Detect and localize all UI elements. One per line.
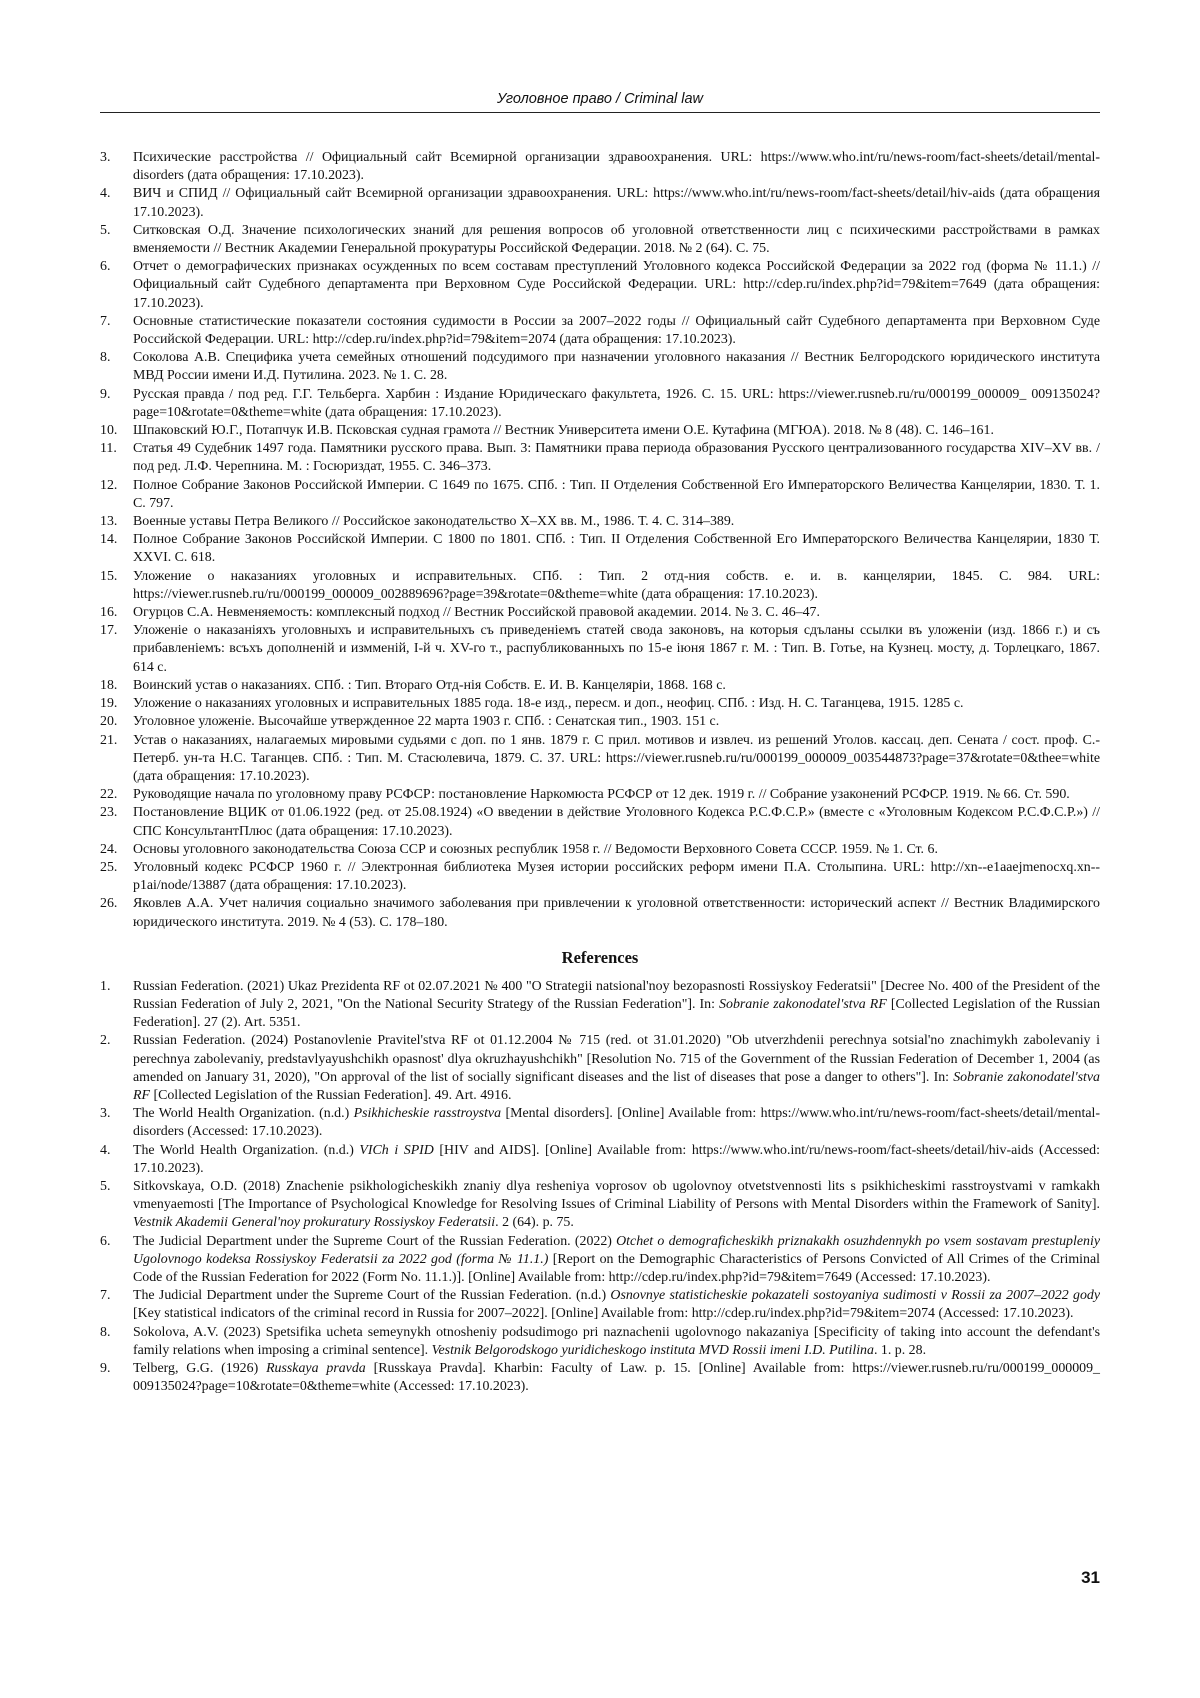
reference-text: Основные статистические показатели состояния судимости в России за 2007–2022 годы // Официальный сайт Судебного департамента при Верховном Суде Российской Федерации. URL: http://cdep.ru/index.php?id=79&item=2074 (дата обращения: 17.10.2023). <box>133 313 1100 348</box>
reference-number: 8. <box>100 350 111 366</box>
reference-text: Соколова А.В. Специфика учета семейных отношений подсудимого при назначении уголовного наказания // Вестник Белгородского юридического института МВД России имени И.Д. Путилина. 2023. № 1. С. 28. <box>133 350 1100 384</box>
reference-text-part: The World Health Organization. (n.d.) <box>133 1142 360 1158</box>
reference-number: 1. <box>100 978 111 994</box>
reference-text-part: . 2 (64). p. 75. <box>495 1215 574 1231</box>
reference-number: 16. <box>100 605 118 621</box>
reference-number: 5. <box>100 222 111 238</box>
reference-title-italic: Russkaya pravda <box>266 1361 366 1376</box>
reference-text: Русская правда / под ред. Г.Г. Тельберга. Харбин : Издание Юридическаго факультета, 1926. С. 15. URL: https://viewer.rusneb.ru/ru/000199_000009_ 009135024?page=10&rotate=0&theme=white (дата обращения: 17.10.2023). <box>133 386 1100 420</box>
reference-item <box>100 841 1100 859</box>
reference-text-part: [Report on the Demographic Characteristics of Persons Convicted of All Crimes of the Criminal Code of the Russian Federation for 2022 (Form No. 11.1.)]. [Online] Available from: http://cdep.ru/index.php?id=79&item=7649 (Accessed: 17.10.2023). <box>133 1251 1100 1285</box>
reference-number: 15. <box>100 568 118 584</box>
reference-item <box>100 604 1100 622</box>
reference-text: Военные уставы Петра Великого // Российское законодательство X–XX вв. М., 1986. Т. 4. С. 314–389. <box>133 514 735 530</box>
reference-number: 5. <box>100 1178 111 1194</box>
reference-item <box>100 1324 1100 1360</box>
reference-number: 2. <box>100 1033 111 1049</box>
reference-text-part: [Collected Legislation of the Russian Federation]. 27 (2). Art. 5351. <box>133 996 1101 1031</box>
reference-number: 9. <box>100 1361 111 1376</box>
reference-text: Руководящие начала по уголовному праву РСФСР: постановление Наркомюста РСФСР от 12 дек. 1919 г. // Собрание узаконений РСФСР. 1919. № 66. Ст. 590. <box>133 787 1070 803</box>
reference-number: 4. <box>100 1142 111 1158</box>
reference-item <box>100 895 1100 931</box>
reference-text: Ситковская О.Д. Значение психологических знаний для решения вопросов об уголовной ответственности лиц с психическими расстройствами в рамках вменяемости // Вестник Академии Генеральной прокуратуры Российской Федерации. 2018. № 2 (64). С. 75. <box>133 222 1100 257</box>
russian-reference-list <box>100 149 1100 932</box>
reference-item <box>100 1233 1100 1288</box>
english-reference-list <box>100 978 1100 1397</box>
reference-title-italic: VICh i SPID <box>359 1142 434 1158</box>
reference-item <box>100 386 1100 422</box>
reference-number: 7. <box>100 313 111 329</box>
reference-text: Статья 49 Судебник 1497 года. Памятники русского права. Вып. 3: Памятники права периода образования Русского централизованного государства XIV–XV вв. / под ред. Л.Ф. Черепнина. М. : Госюриздат, 1955. С. 346–373. <box>133 441 1100 475</box>
reference-item <box>100 349 1100 385</box>
reference-number: 3. <box>100 1106 111 1122</box>
reference-text-part: Sitkovskaya, O.D. (2018) Znachenie psikhologicheskikh znaniy dlya resheniya voprosov ob ugolovnoy otvetstvennosti lits s psikhicheskimi rasstroystvami v ramkakh vmenyaemosti [The Importance of Psychological Knowledge for Resolving Issues of Criminal Liability of Persons with Mental Disorders within the Framework of Sanity]. <box>133 1178 1100 1213</box>
page-number: 31 <box>1081 1568 1100 1587</box>
reference-number: 14. <box>100 532 118 548</box>
reference-number: 6. <box>100 1233 111 1249</box>
reference-number: 4. <box>100 186 111 202</box>
reference-number: 6. <box>100 259 111 275</box>
reference-text: Психические расстройства // Официальный сайт Всемирной организации здравоохранения. URL: https://www.who.int/ru/news-room/fact-sheets/detail/mental-disorders (дата обращения: 17.10.2023). <box>133 150 1100 184</box>
reference-number: 18. <box>100 677 118 693</box>
reference-item <box>100 1142 1100 1178</box>
reference-item <box>100 185 1100 221</box>
reference-title-italic: Psikhicheskie rasstroystva <box>353 1106 502 1122</box>
reference-item <box>100 978 1100 1033</box>
reference-item <box>100 622 1100 677</box>
reference-item <box>100 1032 1100 1105</box>
reference-text: Уголовный кодекс РСФСР 1960 г. // Электронная библиотека Музея истории российских реформ имени П.А. Столыпина. URL: http://xn--e1aaejmenocxq.xn--p1ai/node/13887 (дата обращения: 17.10.2023). <box>133 859 1100 894</box>
reference-text <box>133 1360 1100 1396</box>
reference-item <box>100 149 1100 185</box>
reference-item <box>100 1105 1100 1141</box>
reference-text <box>133 1233 1100 1288</box>
reference-number: 9. <box>100 386 111 402</box>
reference-text: ВИЧ и СПИД // Официальный сайт Всемирной организации здравоохранения. URL: https://www.who.int/ru/news-room/fact-sheets/detail/hiv-aids (дата обращения 17.10.2023). <box>133 186 1100 220</box>
reference-item <box>100 677 1100 695</box>
reference-text: Уголовное уложенiе. Высочайше утвержденное 22 марта 1903 г. СПб. : Сенатская тип., 1903. 151 с. <box>133 714 720 730</box>
reference-number: 24. <box>100 841 118 857</box>
reference-item <box>100 313 1100 349</box>
reference-text: Полное Собрание Законов Российской Империи. С 1800 по 1801. СПб. : Тип. II Отделения Собственной Его Императорского Величества Канцелярии, 1830 Т. XXVI. С. 618. <box>133 532 1100 566</box>
reference-number: 20. <box>100 714 118 730</box>
references-heading: References <box>561 947 639 967</box>
reference-item <box>100 1360 1100 1396</box>
reference-item <box>100 804 1100 840</box>
reference-number: 13. <box>100 514 118 530</box>
reference-item <box>100 222 1100 258</box>
reference-title-italic: Osnovnye statisticheskie pokazateli sostoyaniya sudimosti v Rossii za 2007–2022 gody <box>610 1288 1100 1304</box>
reference-item <box>100 440 1100 476</box>
reference-text-part: The World Health Organization. (n.d.) <box>133 1106 354 1122</box>
reference-title-italic: Vestnik Belgorodskogo yuridicheskogo instituta MVD Rossii imeni I.D. Putilina <box>431 1342 874 1358</box>
reference-number: 8. <box>100 1324 111 1340</box>
reference-text <box>133 1287 1100 1323</box>
reference-text: Основы уголовного законодательства Союза ССР и союзных республик 1958 г. // Ведомости Верховного Совета СССР. 1959. № 1. Ст. 6. <box>133 841 938 857</box>
reference-item <box>100 1287 1100 1323</box>
reference-text: Уложение о наказаниях уголовных и исправительных. СПб. : Тип. 2 отд-ния собств. е. и. в. канцелярии, 1845. С. 984. URL: https://viewer.rusneb.ru/ru/000199_000009_002889696?page=39&rotate=0&theme=white (дата обращения: 17.10.2023). <box>133 568 1100 602</box>
reference-item <box>100 477 1100 513</box>
main-content <box>100 149 1100 1396</box>
reference-text: Шпаковский Ю.Г., Потапчук И.В. Псковская судная грамота // Вестник Университета имени О.Е. Кутафина (МГЮА). 2018. № 8 (48). С. 146–161. <box>133 423 994 439</box>
reference-item <box>100 531 1100 567</box>
reference-number: 21. <box>100 732 118 748</box>
reference-number: 26. <box>100 896 118 912</box>
reference-text-part: Sokolova, A.V. (2023) Spetsifika ucheta semeynykh otnosheniy podsudimogo pri naznachenii ugolovnogo nakazaniya [Specificity of taking into account the defendant's family relations when imposing a criminal sentence]. <box>133 1324 1100 1358</box>
reference-text-part: The Judicial Department under the Supreme Court of the Russian Federation. (n.d.) <box>133 1288 611 1304</box>
reference-text-part: . 1. p. 28. <box>873 1342 927 1358</box>
reference-text: Воинский устав о наказаниях. СПб. : Тип. Втораго Отд-нiя Собств. Е. И. В. Канцелярiи, 1868. 168 с. <box>133 677 726 693</box>
reference-number: 10. <box>100 423 118 439</box>
reference-text: Полное Собрание Законов Российской Империи. С 1649 по 1675. СПб. : Тип. II Отделения Собственной Его Императорского Величества Канцелярии, 1830. Т. 1. С. 797. <box>133 477 1100 511</box>
reference-text-part: [Russkaya Pravda]. Kharbin: Faculty of Law. p. 15. [Online] Available from: https://viewer.rusneb.ru/ru/000199_000009_ 009135024?page=10&rotate=0&theme=white (Accessed: 17.10.2023). <box>133 1361 1100 1395</box>
reference-item <box>100 859 1100 895</box>
reference-text: Устав о наказаниях, налагаемых мировыми судьями с доп. по 1 янв. 1879 г. С прил. мотивов и извлеч. из решений Уголов. кассац. деп. Сената / сост. проф. С.-Петерб. ун-та Н.С. Таганцев. СПб. : Тип. М. Стасюлевича, 1879. С. 37. URL: https://viewer.rusneb.ru/ru/000199_000009_003544873?page=37&rotate=0&thee=white (дата обращения: 17.10.2023). <box>133 732 1100 784</box>
reference-text: Уложенie о наказанiяхъ уголовныхъ и исправительныхъ съ приведенiемъ статей свода законовъ, на которыя сдъланы ссылки въ уложенiи (изд. 1866 г.) и съ прибавленiемъ: всъхъ дополненiй и измменiй, I-й ч. XV-го т., распубликованныхъ по 15-е iюня 1867 г. М. : Тип. В. Готье, на Кузнец. мосту, д. Торлецкаго, 1867. 614 с. <box>133 623 1100 675</box>
reference-text-part: [Key statistical indicators of the criminal record in Russia for 2007–2022]. [Online] Available from: http://cdep.ru/index.php?id=79&item=2074 (Accessed: 17.10.2023). <box>133 1306 1074 1322</box>
reference-number: 7. <box>100 1288 111 1304</box>
reference-text <box>133 1105 1100 1141</box>
reference-text: Огурцов С.А. Невменяемость: комплексный подход // Вестник Российской правовой академии. 2014. № 3. С. 46–47. <box>133 605 820 621</box>
reference-text <box>133 1032 1100 1105</box>
reference-item <box>100 713 1100 731</box>
reference-title-italic: Sobranie zakonodatel'stva RF <box>719 996 887 1012</box>
reference-number: 23. <box>100 805 118 821</box>
reference-number: 12. <box>100 477 118 493</box>
reference-text-part: The Judicial Department under the Supreme Court of the Russian Federation. (2022) <box>133 1233 617 1249</box>
reference-text-part: Telberg, G.G. (1926) <box>133 1361 267 1376</box>
reference-text <box>133 1142 1100 1178</box>
reference-item <box>100 258 1100 313</box>
reference-text: Отчет о демографических признаках осужденных по всем составам преступлений Уголовного кодекса Российской Федерации за 2022 год (форма № 11.1.) // Официальный сайт Судебного департамента при Верховном Суде Российской Федерации. URL: http://cdep.ru/index.php?id=79&item=7649 (дата обращения: 17.10.2023). <box>133 259 1100 311</box>
reference-title-italic: Sobranie zakonodatel'stva RF <box>133 1069 1100 1103</box>
reference-text <box>133 1324 1100 1360</box>
reference-text: Яковлев А.А. Учет наличия социально значимого заболевания при привлечении к уголовной ответственности: исторический аспект // Вестник Владимирского юридического института. 2019. № 4 (53). С. 178–180. <box>133 896 1100 930</box>
reference-number: 3. <box>100 150 111 165</box>
running-header: Уголовное право / Criminal law <box>496 91 704 107</box>
reference-text-part: Russian Federation. (2021) Ukaz Prezidenta RF ot 02.07.2021 № 400 "O Strategii natsional'noy bezopasnosti Rossiyskoy Federatsii" [Decree No. 400 of the President of the Russian Federation of July 2, 2021, "On the National Security Strategy of the Russian Federation"]. In: <box>133 978 1100 1012</box>
reference-text-part: [Collected Legislation of the Russian Federation]. 49. Art. 4916. <box>149 1087 512 1103</box>
reference-number: 17. <box>100 623 118 639</box>
header-rule <box>100 112 1100 113</box>
reference-text-part: Russian Federation. (2024) Postanovlenie Pravitel'stva RF ot 01.12.2004 № 715 (red. ot 31.01.2020) "Ob utverzhdenii perechnya sotsial'no znachimykh zabolevaniy i perechnya zabolevaniy, predstavlyayushchikh opasnost' dlya okruzhayushchikh" [Resolution No. 715 of the Government of the Russian Federation of December 1, 2004 (as amended on January 31, 2020), "On approval of the list of socially significant diseases and the list of diseases that pose a danger to others"]. In: <box>133 1033 1100 1085</box>
reference-item <box>100 1178 1100 1233</box>
reference-title-italic: Otchet o demograficheskikh priznakakh osuzhdennykh po vsem sostavam prestupleniy Ugolovnogo kodeksa Rossiyskoy Federatsii za 2022 god (forma № 11.1.) <box>133 1233 1101 1267</box>
reference-number: 22. <box>100 787 118 803</box>
reference-text-part: [Mental disorders]. [Online] Available from: https://www.who.int/ru/news-room/fact-sheets/detail/mental-disorders (Accessed: 17.10.2023). <box>133 1106 1100 1140</box>
reference-item <box>100 786 1100 804</box>
reference-item <box>100 732 1100 787</box>
reference-title-italic: Vestnik Akademii General'noy prokuratury Rossiyskoy Federatsii <box>133 1215 496 1231</box>
reference-item <box>100 422 1100 440</box>
reference-text-part: [HIV and AIDS]. [Online] Available from: https://www.who.int/ru/news-room/fact-sheets/detail/hiv-aids (Accessed: 17.10.2023). <box>133 1142 1100 1176</box>
reference-text: Постановление ВЦИК от 01.06.1922 (ред. от 25.08.1924) «О введении в действие Уголовного Кодекса Р.С.Ф.С.Р.» (вместе с «Уголовным Кодексом Р.С.Ф.С.Р.») // СПС КонсультантПлюс (дата обращения: 17.10.2023). <box>133 805 1100 839</box>
reference-number: 19. <box>100 696 118 712</box>
reference-text <box>133 1178 1100 1233</box>
reference-text: Уложение о наказаниях уголовных и исправительных 1885 года. 18-е изд., пересм. и доп., неофиц. СПб. : Изд. Н. С. Таганцева, 1915. 1285 с. <box>133 696 964 712</box>
reference-item <box>100 695 1100 713</box>
reference-item <box>100 568 1100 604</box>
reference-number: 25. <box>100 859 118 875</box>
reference-number: 11. <box>100 441 117 457</box>
reference-text <box>133 978 1100 1033</box>
reference-item <box>100 513 1100 531</box>
